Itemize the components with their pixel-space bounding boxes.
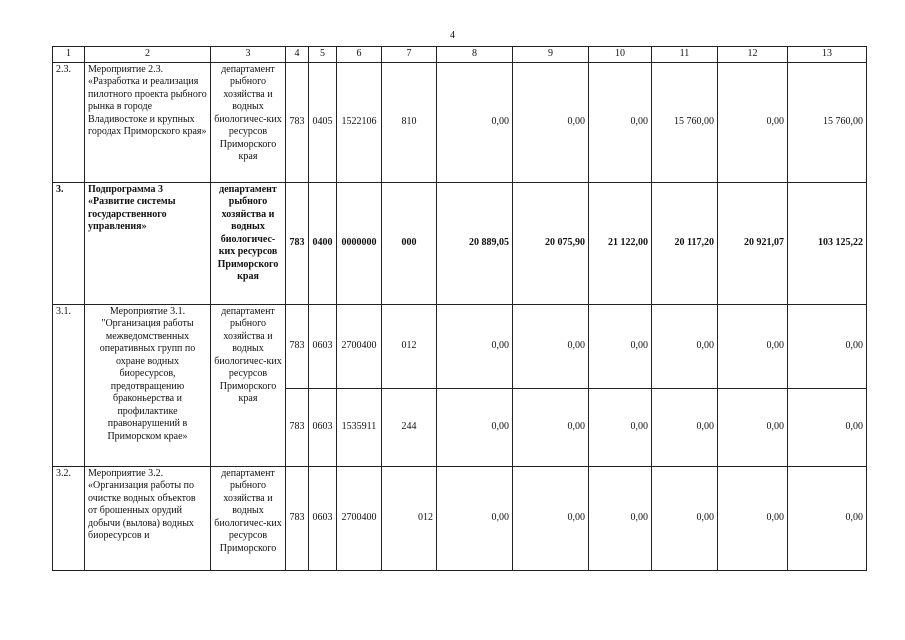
cell-col9: 20 075,90 (513, 182, 589, 304)
cell-col12: 20 921,07 (718, 182, 788, 304)
header-cell: 1 (53, 47, 85, 63)
table-row (53, 182, 867, 304)
cell-col5: 0405 (309, 62, 337, 182)
cell-col8: 20 889,05 (437, 182, 513, 304)
cell-col5: 0603 (309, 388, 337, 466)
header-cell: 11 (652, 47, 718, 63)
cell-col4: 783 (286, 62, 309, 182)
department: департамент рыбного хозяйства и водных биологичес-ких ресурсов Приморского края (211, 182, 286, 304)
cell-col9: 0,00 (513, 466, 589, 570)
cell-col5: 0603 (309, 304, 337, 388)
header-cell: 8 (437, 47, 513, 63)
cell-col5: 0603 (309, 466, 337, 570)
header-cell: 7 (382, 47, 437, 63)
cell-col10: 0,00 (589, 304, 652, 388)
cell-col11: 15 760,00 (652, 62, 718, 182)
cell-col8: 0,00 (437, 62, 513, 182)
header-cell: 5 (309, 47, 337, 63)
row-number: 3.2. (53, 466, 85, 570)
cell-col8: 0,00 (437, 388, 513, 466)
cell-col4: 783 (286, 466, 309, 570)
table-row (53, 304, 867, 388)
cell-col7: 012 (382, 466, 437, 570)
cell-col9: 0,00 (513, 304, 589, 388)
header-cell: 4 (286, 47, 309, 63)
cell-col13: 15 760,00 (788, 62, 867, 182)
cell-col7: 012 (382, 304, 437, 388)
row-number: 2.3. (53, 62, 85, 182)
cell-col10: 0,00 (589, 466, 652, 570)
header-cell: 13 (788, 47, 867, 63)
cell-col12: 0,00 (718, 388, 788, 466)
row-number: 3. (53, 182, 85, 304)
cell-col8: 0,00 (437, 304, 513, 388)
cell-col4: 783 (286, 182, 309, 304)
cell-col6: 2700400 (337, 466, 382, 570)
header-cell: 3 (211, 47, 286, 63)
cell-col11: 20 117,20 (652, 182, 718, 304)
header-cell: 10 (589, 47, 652, 63)
header-row (53, 47, 867, 63)
header-cell: 12 (718, 47, 788, 63)
cell-col12: 0,00 (718, 304, 788, 388)
activity-name: Мероприятие 2.3. «Разработка и реализация пилотного проекта рыбного рынка в городе Владивостоке и крупных городах Приморского края» (85, 62, 211, 182)
cell-col10: 0,00 (589, 62, 652, 182)
budget-table (52, 46, 867, 571)
cell-col9: 0,00 (513, 62, 589, 182)
cell-col13: 103 125,22 (788, 182, 867, 304)
department: департамент рыбного хозяйства и водных биологичес-ких ресурсов Приморского края (211, 304, 286, 466)
cell-col7: 244 (382, 388, 437, 466)
department: департамент рыбного хозяйства и водных биологичес-ких ресурсов Приморского края (211, 62, 286, 182)
cell-col11: 0,00 (652, 466, 718, 570)
activity-name: Мероприятие 3.2. «Организация работы по очистке водных объектов от брошенных орудий добычи (вылова) водных биоресурсов и (85, 466, 211, 570)
cell-col13: 0,00 (788, 304, 867, 388)
cell-col13: 0,00 (788, 388, 867, 466)
table-row (53, 466, 867, 570)
cell-col8: 0,00 (437, 466, 513, 570)
cell-col6: 2700400 (337, 304, 382, 388)
cell-col7: 810 (382, 62, 437, 182)
page-number: 4 (450, 30, 455, 41)
header-cell: 2 (85, 47, 211, 63)
cell-col6: 0000000 (337, 182, 382, 304)
cell-col6: 1522106 (337, 62, 382, 182)
table-row (53, 62, 867, 182)
cell-col11: 0,00 (652, 304, 718, 388)
department: департамент рыбного хозяйства и водных биологичес-ких ресурсов Приморского (211, 466, 286, 570)
activity-name: Мероприятие 3.1. "Организация работы межведомственных оперативных групп по охране водных биоресурсов, предотвращению браконьерства и профилактике правонарушений в Приморском крае» (85, 304, 211, 466)
cell-col11: 0,00 (652, 388, 718, 466)
cell-col4: 783 (286, 388, 309, 466)
cell-col9: 0,00 (513, 388, 589, 466)
cell-col12: 0,00 (718, 62, 788, 182)
cell-col12: 0,00 (718, 466, 788, 570)
cell-col7: 000 (382, 182, 437, 304)
cell-col10: 0,00 (589, 388, 652, 466)
cell-col6: 1535911 (337, 388, 382, 466)
header-cell: 6 (337, 47, 382, 63)
header-cell: 9 (513, 47, 589, 63)
row-number: 3.1. (53, 304, 85, 466)
cell-col4: 783 (286, 304, 309, 388)
subprogram-name: Подпрограмма 3 «Развитие системы государственного управления» (85, 182, 211, 304)
cell-col13: 0,00 (788, 466, 867, 570)
cell-col10: 21 122,00 (589, 182, 652, 304)
cell-col5: 0400 (309, 182, 337, 304)
